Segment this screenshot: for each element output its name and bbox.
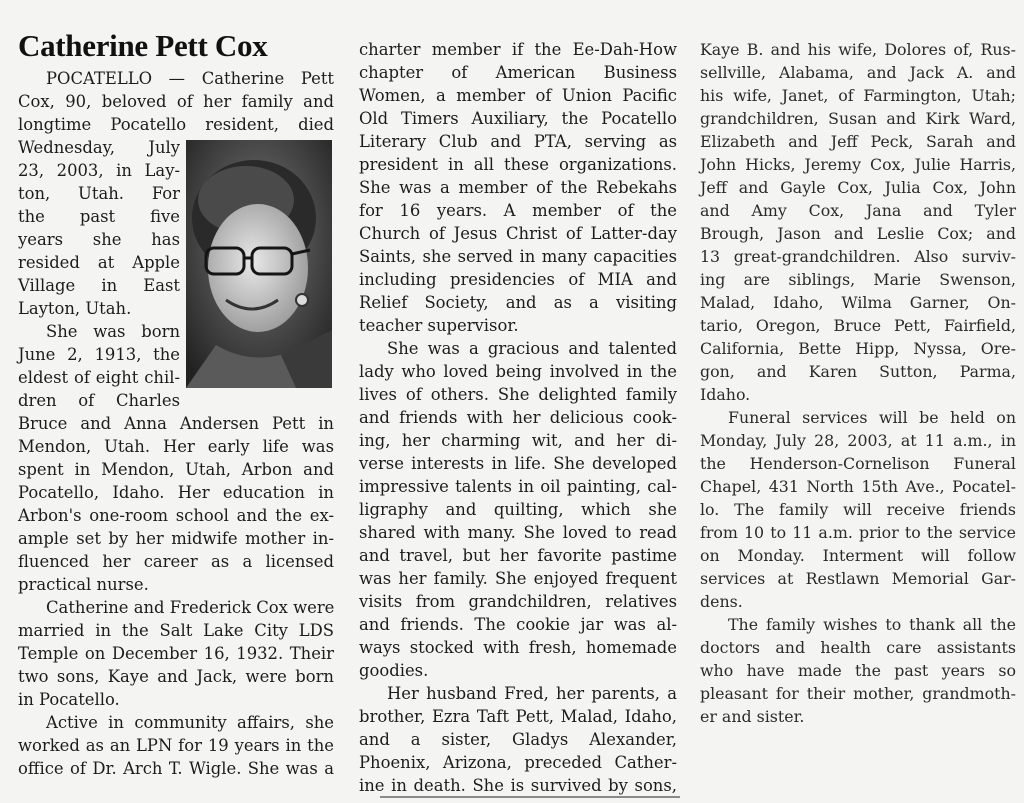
text-line: and friends with her delicious cook- bbox=[359, 408, 677, 427]
text-line: years she has bbox=[18, 230, 180, 249]
footer-rule bbox=[380, 796, 680, 798]
text-line: Funeral services will be held on bbox=[728, 408, 1016, 427]
text-line: practical nurse. bbox=[18, 575, 149, 594]
text-line: 23, 2003, in Lay- bbox=[18, 161, 180, 180]
text-line: The family wishes to thank all the bbox=[728, 615, 1016, 634]
text-line: pleasant for their mother, grandmoth- bbox=[700, 684, 1016, 703]
text-line: his wife, Janet, of Farmington, Utah; bbox=[700, 86, 1016, 105]
text-line: Arbon's one-room school and the ex- bbox=[18, 506, 334, 525]
obituary-headline: Catherine Pett Cox bbox=[18, 28, 268, 63]
portrait-image bbox=[186, 140, 332, 388]
text-line: fluenced her career as a licensed bbox=[18, 552, 334, 571]
text-line: Layton, Utah. bbox=[18, 299, 132, 318]
text-line: for 16 years. A member of the bbox=[359, 201, 677, 220]
text-line: impressive talents in oil painting, cal- bbox=[359, 477, 677, 496]
text-line: Kaye B. and his wife, Dolores of, Rus- bbox=[700, 40, 1016, 59]
text-line: Elizabeth and Jeff Peck, Sarah and bbox=[700, 132, 1016, 151]
text-line: married in the Salt Lake City LDS bbox=[18, 621, 334, 640]
text-line: visits from grandchildren, relatives bbox=[359, 592, 677, 611]
text-line: lives of others. She delighted family bbox=[359, 385, 677, 404]
text-line: services at Restlawn Memorial Gar- bbox=[700, 569, 1016, 588]
text-line: and travel, but her favorite pastime bbox=[359, 546, 677, 565]
text-line: chapter of American Business bbox=[359, 63, 677, 82]
text-line: Temple on December 16, 1932. Their bbox=[18, 644, 334, 663]
text-line: She was born bbox=[46, 322, 180, 341]
portrait-photo bbox=[186, 140, 332, 388]
text-line: Chapel, 431 North 15th Ave., Pocatel- bbox=[700, 477, 1016, 496]
text-line: Phoenix, Arizona, preceded Cather- bbox=[359, 753, 677, 772]
text-line: worked as an LPN for 19 years in the bbox=[18, 736, 334, 755]
text-line: spent in Mendon, Utah, Arbon and bbox=[18, 460, 334, 479]
text-line: Brough, Jason and Leslie Cox; and bbox=[700, 224, 1016, 243]
text-line: brother, Ezra Taft Pett, Malad, Idaho, bbox=[359, 707, 677, 726]
text-line: Idaho. bbox=[700, 385, 751, 404]
text-line: Mendon, Utah. Her early life was bbox=[18, 437, 334, 456]
text-line: ways stocked with fresh, homemade bbox=[359, 638, 677, 657]
text-line: Village in East bbox=[18, 276, 180, 295]
text-line: lady who loved being involved in the bbox=[359, 362, 677, 381]
text-line: the past five bbox=[18, 207, 180, 226]
text-line: ample set by her midwife mother in- bbox=[18, 529, 334, 548]
text-line: POCATELLO — Catherine Pett bbox=[46, 69, 334, 88]
text-line: resided at Apple bbox=[18, 253, 180, 272]
text-line: from 10 to 11 a.m. prior to the service bbox=[700, 523, 1016, 542]
text-line: doctors and health care assistants bbox=[700, 638, 1016, 657]
text-line: dren of Charles bbox=[18, 391, 180, 410]
text-line: Jeff and Gayle Cox, Julia Cox, John bbox=[700, 178, 1016, 197]
text-line: teacher supervisor. bbox=[359, 316, 519, 335]
text-line: shared with many. She loved to read bbox=[359, 523, 677, 542]
text-line: ton, Utah. For bbox=[18, 184, 180, 203]
text-line: including presidencies of MIA and bbox=[359, 270, 677, 289]
text-line: who have made the past years so bbox=[700, 661, 1016, 680]
text-line: ing are siblings, Marie Swenson, bbox=[700, 270, 1016, 289]
text-line: Church of Jesus Christ of Latter-day bbox=[359, 224, 677, 243]
text-line: and a sister, Gladys Alexander, bbox=[359, 730, 677, 749]
text-line: She was a member of the Rebekahs bbox=[359, 178, 677, 197]
text-line: verse interests in life. She developed bbox=[359, 454, 677, 473]
text-line: Saints, she served in many capacities bbox=[359, 247, 677, 266]
text-line: was her family. She enjoyed frequent bbox=[359, 569, 677, 588]
text-line: er and sister. bbox=[700, 707, 805, 726]
text-line: dens. bbox=[700, 592, 743, 611]
text-line: grandchildren, Susan and Kirk Ward, bbox=[700, 109, 1016, 128]
text-line: on Monday. Interment will follow bbox=[700, 546, 1016, 565]
text-line: and Amy Cox, Jana and Tyler bbox=[700, 201, 1016, 220]
text-line: Women, a member of Union Pacific bbox=[359, 86, 677, 105]
text-line: Catherine and Frederick Cox were bbox=[46, 598, 335, 617]
text-line: Monday, July 28, 2003, at 11 a.m., in bbox=[700, 431, 1016, 450]
text-line: 13 great-grandchildren. Also surviv- bbox=[700, 247, 1016, 266]
text-line: Cox, 90, beloved of her family and bbox=[18, 92, 334, 111]
text-line: gon, and Karen Sutton, Parma, bbox=[700, 362, 1016, 381]
text-line: John Hicks, Jeremy Cox, Julie Harris, bbox=[700, 155, 1016, 174]
text-line: office of Dr. Arch T. Wigle. She was a bbox=[18, 759, 334, 778]
text-line: the Henderson-Cornelison Funeral bbox=[700, 454, 1016, 473]
text-line: charter member if the Ee-Dah-How bbox=[359, 40, 677, 59]
text-line: ing, her charming wit, and her di- bbox=[359, 431, 677, 450]
text-line: goodies. bbox=[359, 661, 429, 680]
text-line: Old Timers Auxiliary, the Pocatello bbox=[359, 109, 677, 128]
text-line: Malad, Idaho, Wilma Garner, On- bbox=[700, 293, 1016, 312]
text-line: ine in death. She is survived by sons, bbox=[359, 776, 677, 795]
text-line: Bruce and Anna Andersen Pett in bbox=[18, 414, 334, 433]
text-line: Pocatello, Idaho. Her education in bbox=[18, 483, 334, 502]
text-line: and friends. The cookie jar was al- bbox=[359, 615, 677, 634]
text-line: in Pocatello. bbox=[18, 690, 120, 709]
text-line: She was a gracious and talented bbox=[387, 339, 677, 358]
text-line: Wednesday, July bbox=[18, 138, 180, 157]
text-line: two sons, Kaye and Jack, were born bbox=[18, 667, 334, 686]
text-line: longtime Pocatello resident, died bbox=[18, 115, 334, 134]
text-line: June 2, 1913, the bbox=[18, 345, 180, 364]
text-line: Active in community affairs, she bbox=[46, 713, 334, 732]
text-line: president in all these organizations. bbox=[359, 155, 677, 174]
text-line: Her husband Fred, her parents, a bbox=[387, 684, 677, 703]
text-line: California, Bette Hipp, Nyssa, Ore- bbox=[700, 339, 1016, 358]
text-line: lo. The family will receive friends bbox=[700, 500, 1016, 519]
text-line: Relief Society, and as a visiting bbox=[359, 293, 677, 312]
text-line: ligraphy and quilting, which she bbox=[359, 500, 677, 519]
text-line: tario, Oregon, Bruce Pett, Fairfield, bbox=[700, 316, 1016, 335]
text-line: eldest of eight chil- bbox=[18, 368, 180, 387]
text-line: Literary Club and PTA, serving as bbox=[359, 132, 677, 151]
text-line: sellville, Alabama, and Jack A. and bbox=[700, 63, 1016, 82]
